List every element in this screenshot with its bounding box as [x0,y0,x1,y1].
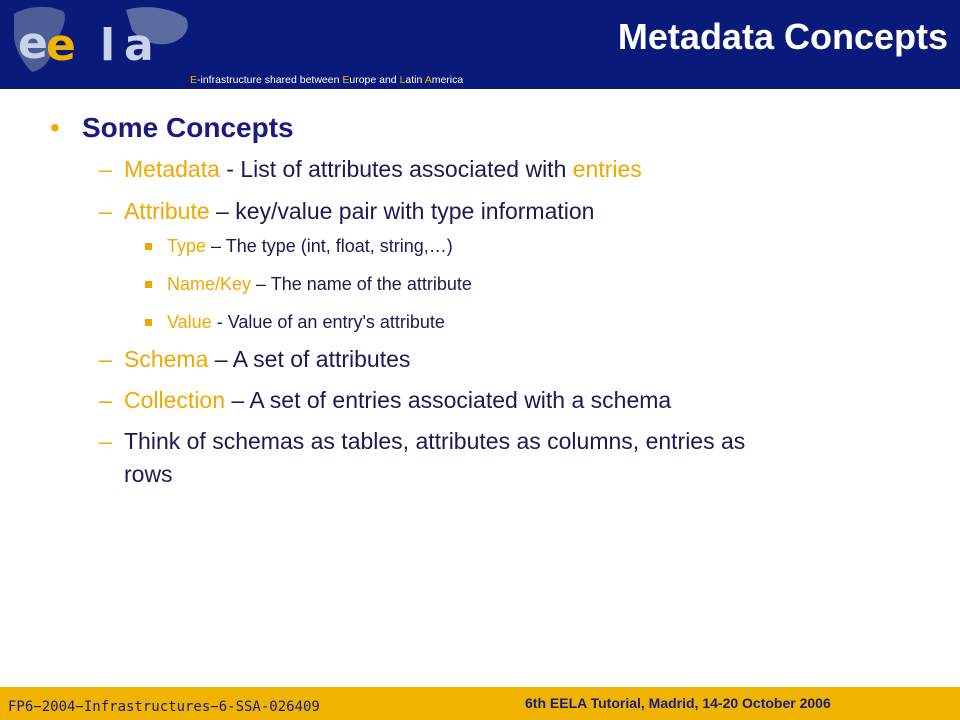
footer-project-id: FP6−2004−Infrastructures−6-SSA-026409 [8,699,320,715]
sub-list-item [167,236,453,257]
list-item [124,156,642,183]
dash-icon: – [99,346,112,372]
definition: The type (int, float, string,…) [225,236,453,256]
term: Schema [124,346,209,372]
tagline-part: A [424,74,432,86]
list-item-line2: rows [124,461,173,487]
dash-icon: – [99,198,112,224]
separator: – [208,346,233,372]
definition: List of attributes associated with [240,156,573,182]
separator: – [206,236,226,256]
sub-list-item [167,274,472,295]
svg-text:a: a [124,20,154,71]
list-item-line1: Think of schemas as tables, attributes as columns, entries as [124,428,746,454]
list-item [124,198,594,225]
dash-icon: – [99,156,112,182]
term: Attribute [124,198,210,224]
footer-event: 6th EELA Tutorial, Madrid, 14-20 October 2006 [525,695,831,711]
separator: - [211,312,228,332]
definition: key/value pair with type information [235,198,595,224]
definition: A set of attributes [232,346,411,372]
header-bar [0,0,960,89]
separator: – [225,387,250,413]
eela-logo [6,4,196,76]
section-heading: Some Concepts [82,112,294,143]
tagline-part: atin [405,74,425,86]
bullet-dot-icon: • [50,112,60,143]
tagline-part: urope and [349,74,400,86]
term: Collection [124,387,225,413]
list-item [124,346,410,373]
square-bullet-icon [145,243,152,250]
tagline-part: -infrastructure shared between [197,74,343,86]
term: Value [167,312,212,332]
term: Metadata [124,156,220,182]
svg-text:l: l [100,20,116,71]
tagline [190,74,510,86]
separator: – [209,198,236,224]
dash-icon: – [99,387,112,413]
tagline-part: E [342,74,350,86]
term-tail: entries [572,156,642,182]
dash-icon: – [99,428,112,454]
footer-bar [0,687,960,720]
svg-text:e: e [18,18,48,69]
term: Name/Key [167,274,252,294]
definition: Value of an entry's attribute [227,312,445,332]
square-bullet-icon [145,281,152,288]
slide-title: Metadata Concepts [617,16,948,57]
svg-text:e: e [46,20,76,71]
separator: – [251,274,271,294]
tagline-part: L [399,74,406,86]
definition: A set of entries associated with a schema [249,387,672,413]
tagline-part: merica [431,74,464,86]
separator: - [219,156,241,182]
tagline-part: E [190,74,198,86]
square-bullet-icon [145,319,152,326]
list-item [124,387,671,414]
sub-list-item [167,312,445,333]
term: Type [167,236,207,256]
definition: The name of the attribute [270,274,472,294]
